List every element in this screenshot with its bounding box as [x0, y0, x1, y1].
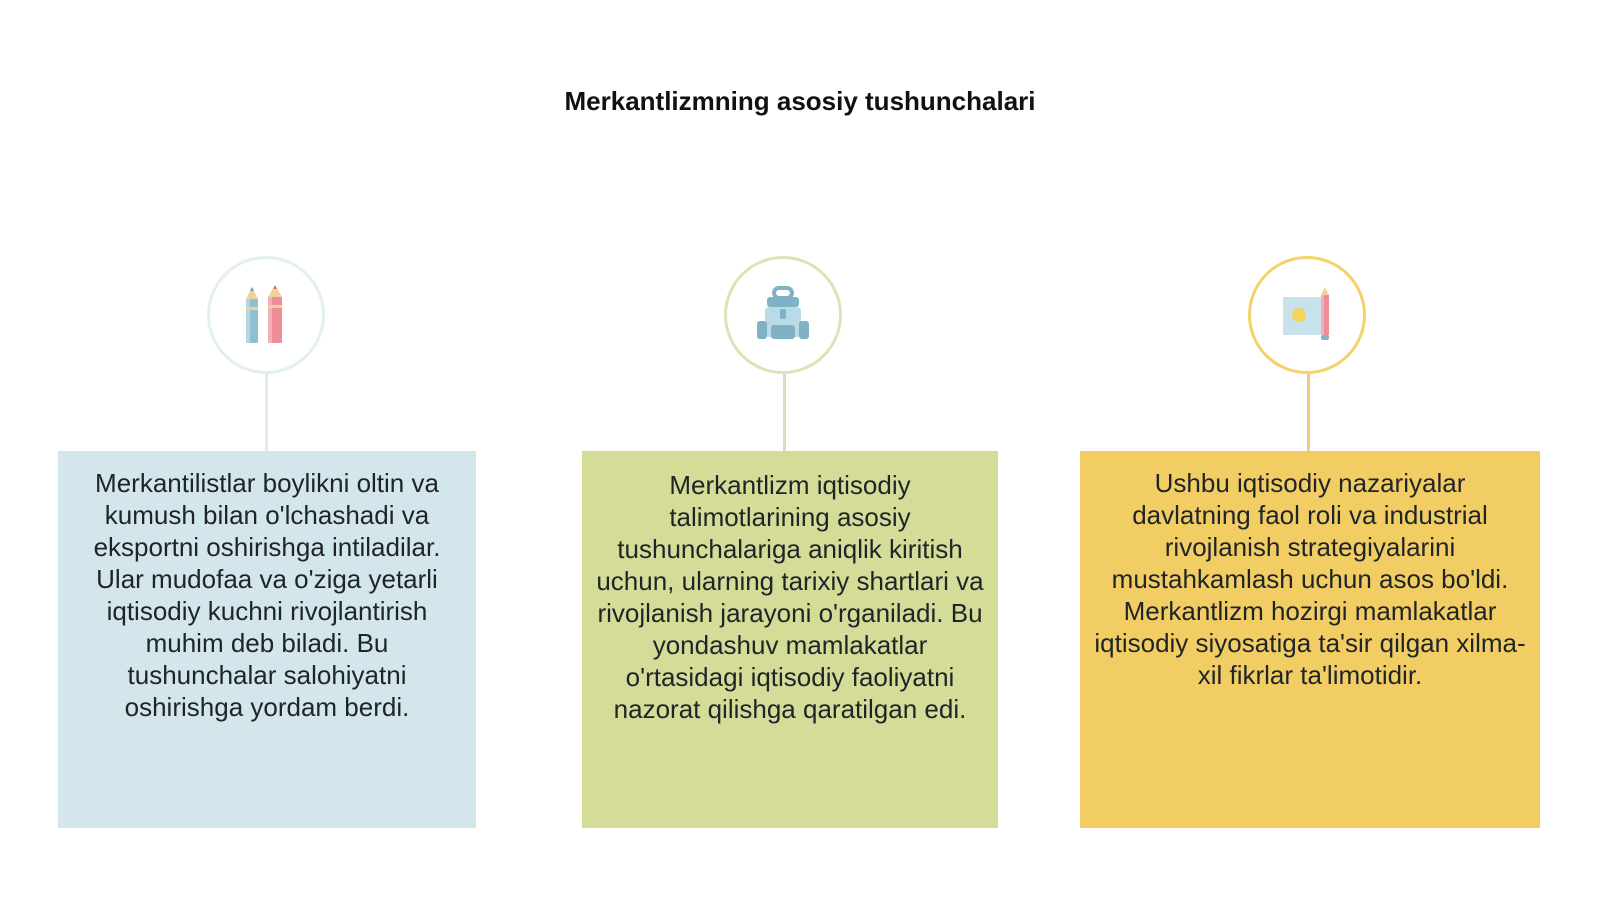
concept-card-2: Merkantlizm iqtisodiy talimotlarining asosiy tushunchalariga aniqlik kiritish uchun, ularning tarixiy shartlari va rivojlanish jarayoni o'rganiladi. Bu yondashuv mamlakatlar o'rtasidagi iqtisodiy faoliyatni nazorat qilishga qaratilgan edi.	[582, 451, 998, 828]
icon-circle-3	[1248, 256, 1366, 374]
concept-card-1: Merkantilistlar boylikni oltin va kumush bilan o'lchashadi va eksportni oshirishga intiladilar. Ular mudofaa va o'ziga yetarli iqtisodiy kuchni rivojlantirish muhim deb biladi. Bu tushunchalar salohiyatni oshirishga yordam berdi.	[58, 451, 476, 828]
connector-line-1	[265, 374, 268, 451]
concept-card-3: Ushbu iqtisodiy nazariyalar davlatning faol roli va industrial rivojlanish strategiyalarini mustahkamlash uchun asos bo'ldi. Merkantlizm hozirgi mamlakatlar iqtisodiy siyosatiga ta'sir qilgan xilma-xil fikrlar ta'limotidir.	[1080, 451, 1540, 828]
pencils-icon	[238, 283, 294, 347]
drawing-pencil-icon	[1277, 285, 1337, 345]
page-title: Merkantlizmning asosiy tushunchalari	[564, 86, 1036, 116]
icon-circle-1	[207, 256, 325, 374]
connector-line-2	[783, 374, 786, 451]
icon-circle-2	[724, 256, 842, 374]
connector-line-3	[1307, 374, 1310, 451]
backpack-icon	[753, 285, 813, 345]
